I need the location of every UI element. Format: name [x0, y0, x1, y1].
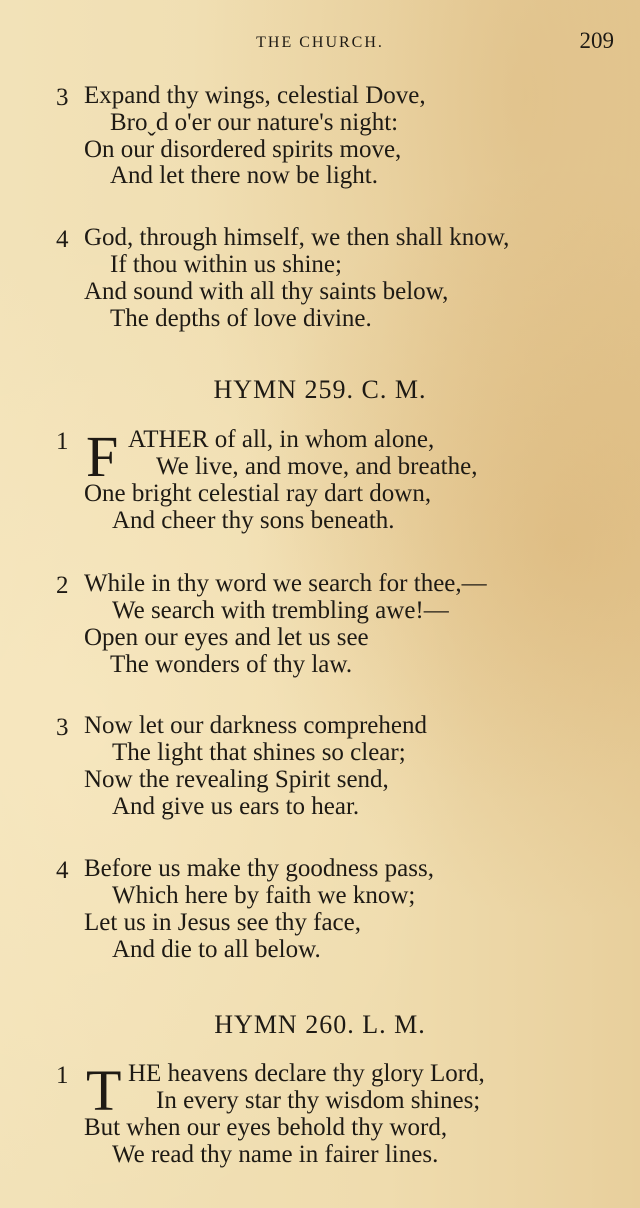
- running-head: THE CHURCH.: [256, 34, 384, 51]
- verse-line: Now the revealing Spirit send,: [84, 766, 389, 793]
- verse-number: 1: [56, 428, 69, 455]
- verse-line: If thou within us shine;: [110, 251, 342, 278]
- verse-line: HE heavens declare thy glory Lord,: [128, 1060, 485, 1087]
- verse-line: God, through himself, we then shall know,: [84, 224, 510, 251]
- verse-line: And cheer thy sons beneath.: [112, 507, 395, 534]
- verse-number: 4: [56, 226, 69, 253]
- verse-line: And give us ears to hear.: [112, 793, 360, 820]
- verse-line: Broˬd o'er our nature's night:: [110, 109, 399, 136]
- verse-line: Open our eyes and let us see: [84, 624, 369, 651]
- page-number: 209: [579, 28, 614, 53]
- verse-number: 2: [56, 572, 69, 599]
- verse-number: 3: [56, 84, 69, 111]
- verse-line: Expand thy wings, celestial Dove,: [84, 82, 426, 109]
- verse-line: While in thy word we search for thee,—: [84, 570, 487, 597]
- verse-line: Let us in Jesus see thy face,: [84, 909, 362, 936]
- verse-line: The wonders of thy law.: [110, 651, 353, 678]
- verse-number: 4: [56, 857, 69, 884]
- hymn-heading: HYMN 259. C. M.: [213, 375, 427, 404]
- verse-line: Before us make thy goodness pass,: [84, 855, 434, 882]
- verse-line: Which here by faith we know;: [112, 882, 416, 909]
- verse-line: One bright celestial ray dart down,: [84, 480, 432, 507]
- verse-line: ATHER of all, in whom alone,: [128, 426, 435, 453]
- verse-line: Now let our darkness comprehend: [84, 712, 427, 739]
- drop-cap: T: [86, 1058, 122, 1123]
- verse-number: 1: [56, 1062, 69, 1089]
- verse-line: And let there now be light.: [110, 162, 378, 189]
- verse-line: The light that shines so clear;: [112, 739, 406, 766]
- verse-line: On our disordered spirits move,: [84, 136, 402, 163]
- verse-line: And die to all below.: [112, 936, 321, 963]
- verse-number: 3: [56, 714, 69, 741]
- verse-line: And sound with all thy saints below,: [84, 278, 449, 305]
- hymn-heading: HYMN 260. L. M.: [214, 1010, 426, 1039]
- verse-line: The depths of love divine.: [110, 305, 372, 332]
- verse-line: We read thy name in fairer lines.: [112, 1141, 439, 1168]
- verse-line: We search with trembling awe!—: [112, 597, 449, 624]
- verse-line: In every star thy wisdom shines;: [156, 1087, 481, 1114]
- drop-cap: F: [86, 424, 119, 489]
- verse-line: But when our eyes behold thy word,: [84, 1114, 448, 1141]
- verse-line: We live, and move, and breathe,: [156, 453, 478, 480]
